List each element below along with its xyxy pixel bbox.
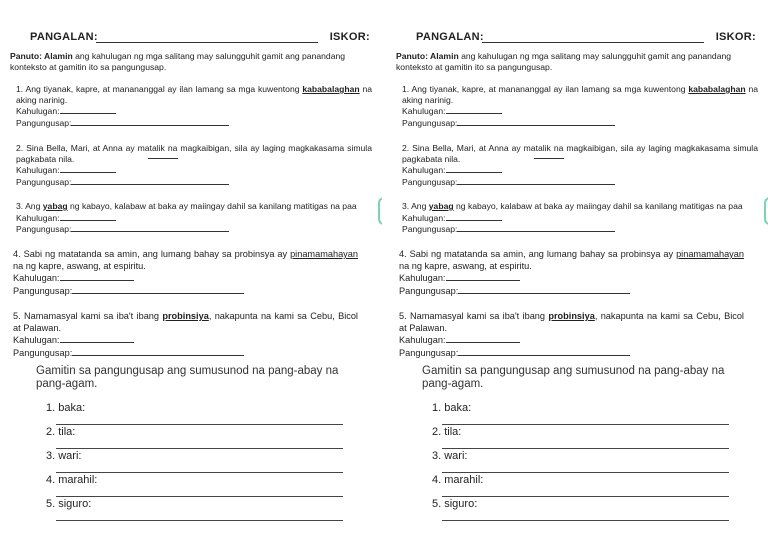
answer-line[interactable] — [442, 496, 729, 497]
word-item: 2. tila: — [46, 426, 346, 450]
kahulugan-line[interactable] — [60, 164, 116, 173]
underline-mark — [534, 158, 564, 159]
target-word: pinamamahayan — [290, 249, 358, 259]
item-4: 4. Sabi ng matatanda sa amin, ang lumang bahay sa probinsya ay pinamamahayan na ng kapre, aswang, at espiritu. Kahulugan: Pangungusap: — [13, 249, 358, 296]
target-word: kababalaghan — [688, 84, 746, 94]
pangungusap-line[interactable] — [458, 347, 630, 356]
word-item: 5. siguro: — [432, 498, 732, 522]
word-item: 5. siguro: — [46, 498, 346, 522]
item-2: 2. Sina Bella, Mari, at Anna ay matalik na magkaibigan, sila ay laging magkakasama simula pagkabata nila. Kahulugan: Pangungusap: — [16, 143, 372, 187]
answer-line[interactable] — [442, 472, 729, 473]
kahulugan-label: Kahulugan: — [399, 273, 446, 284]
target-word: pinamamahayan — [676, 249, 744, 259]
kahulugan-line[interactable] — [446, 272, 520, 281]
item-4: 4. Sabi ng matatanda sa amin, ang lumang bahay sa probinsya ay pinamamahayan na ng kapre, aswang, at espiritu. Kahulugan: Pangungusap: — [399, 249, 744, 296]
score-label: ISKOR: — [715, 31, 756, 43]
kahulugan-line[interactable] — [60, 212, 116, 221]
worksheet-left — [8, 0, 382, 543]
word-item: 3. wari: — [46, 450, 346, 474]
instructions-text: ang kahulugan ng mga salitang may salungguhit gamit ang panandang konteksto at gamitin ito sa pangungusap. — [10, 51, 346, 72]
kahulugan-label: Kahulugan: — [402, 212, 446, 223]
pangungusap-line[interactable] — [457, 117, 615, 126]
instructions — [10, 51, 366, 73]
answer-line[interactable] — [56, 520, 343, 521]
header — [416, 31, 756, 45]
pangungusap-line[interactable] — [72, 347, 244, 356]
tab-marker — [764, 197, 768, 225]
pangungusap-label: Pangungusap: — [13, 347, 73, 358]
name-label: PANGALAN: — [30, 31, 98, 43]
kahulugan-line[interactable] — [446, 105, 502, 114]
pangungusap-label: Pangungusap: — [399, 285, 459, 296]
kahulugan-label: Kahulugan: — [402, 165, 446, 175]
target-word: yabag — [428, 201, 454, 211]
answer-line[interactable] — [442, 520, 729, 521]
kahulugan-label: Kahulugan: — [13, 273, 60, 284]
item-5: 5. Namamasyal kami sa iba't ibang probinsiya, nakapunta na kami sa Cebu, Bicol at Palawan. Kahulugan: Pangungusap: — [13, 311, 358, 358]
worksheet-right — [394, 0, 768, 543]
pangungusap-label: Pangungusap: — [402, 224, 458, 234]
word-item: 2. tila: — [432, 426, 732, 450]
pangungusap-label: Pangungusap: — [16, 224, 72, 234]
answer-line[interactable] — [56, 424, 343, 425]
answer-line[interactable] — [56, 496, 343, 497]
target-word: kababalaghan — [302, 84, 360, 94]
kahulugan-line[interactable] — [446, 212, 502, 221]
pangungusap-line[interactable] — [457, 176, 615, 185]
name-line[interactable] — [96, 42, 318, 43]
target-word: yabag — [42, 201, 68, 211]
kahulugan-line[interactable] — [60, 334, 134, 343]
kahulugan-label: Kahulugan: — [16, 106, 60, 116]
pangungusap-label: Pangungusap: — [399, 347, 459, 358]
item-3: 3. Ang yabag ng kabayo, kalabaw at baka ay maiingay dahil sa kanilang matitigas na paa Kahulugan: Pangungusap: — [16, 201, 357, 234]
pangungusap-line[interactable] — [71, 223, 229, 232]
kahulugan-label: Kahulugan: — [16, 165, 60, 175]
underline-mark — [148, 158, 178, 159]
word-item: 4. marahil: — [46, 474, 346, 498]
answer-line[interactable] — [442, 424, 729, 425]
item-1: 1. Ang tiyanak, kapre, at manananggal ay ilan lamang sa mga kuwentong kababalaghan na aking narinig. Kahulugan: Pangungusap: — [402, 84, 758, 128]
kahulugan-label: Kahulugan: — [13, 335, 60, 346]
pangungusap-line[interactable] — [72, 285, 244, 294]
header — [30, 31, 370, 45]
pangungusap-line[interactable] — [458, 285, 630, 294]
panuto-label: Panuto: Alamin — [10, 51, 73, 61]
item-2: 2. Sina Bella, Mari, at Anna ay matalik na magkaibigan, sila ay laging magkakasama simula pagkabata nila. Kahulugan: Pangungusap: — [402, 143, 758, 187]
kahulugan-line[interactable] — [446, 164, 502, 173]
section2-instruction: Gamitin sa pangungusap ang sumusunod na pang-abay na pang-agam. — [36, 365, 339, 390]
pangungusap-label: Pangungusap: — [402, 117, 458, 128]
score-label: ISKOR: — [329, 31, 370, 43]
pangungusap-label: Pangungusap: — [402, 176, 458, 187]
pangungusap-label: Pangungusap: — [16, 176, 72, 187]
kahulugan-line[interactable] — [60, 272, 134, 281]
answer-line[interactable] — [56, 448, 343, 449]
instructions-text: ang kahulugan ng mga salitang may salungguhit gamit ang panandang konteksto at gamitin ito sa pangungusap. — [396, 51, 732, 72]
target-word: probinsiya — [548, 311, 595, 321]
section2-instruction: Gamitin sa pangungusap ang sumusunod na pang-abay na pang-agam. — [422, 365, 725, 390]
word-item: 1. baka: — [46, 402, 346, 426]
pangungusap-line[interactable] — [71, 176, 229, 185]
kahulugan-line[interactable] — [60, 105, 116, 114]
word-item: 1. baka: — [432, 402, 732, 426]
item-5: 5. Namamasyal kami sa iba't ibang probinsiya, nakapunta na kami sa Cebu, Bicol at Palawan. Kahulugan: Pangungusap: — [399, 311, 744, 358]
tab-marker — [378, 197, 382, 225]
pangungusap-label: Pangungusap: — [16, 117, 72, 128]
name-label: PANGALAN: — [416, 31, 484, 43]
name-line[interactable] — [482, 42, 704, 43]
panuto-label: Panuto: Alamin — [396, 51, 459, 61]
kahulugan-label: Kahulugan: — [16, 212, 60, 223]
item-1: 1. Ang tiyanak, kapre, at manananggal ay ilan lamang sa mga kuwentong kababalaghan na aking narinig. Kahulugan: Pangungusap: — [16, 84, 372, 128]
instructions — [396, 51, 752, 73]
kahulugan-label: Kahulugan: — [399, 335, 446, 346]
kahulugan-label: Kahulugan: — [402, 106, 446, 116]
pangungusap-label: Pangungusap: — [13, 285, 73, 296]
word-item: 4. marahil: — [432, 474, 732, 498]
item-3: 3. Ang yabag ng kabayo, kalabaw at baka ay maiingay dahil sa kanilang matitigas na paa Kahulugan: Pangungusap: — [402, 201, 743, 234]
pangungusap-line[interactable] — [457, 223, 615, 232]
target-word: probinsiya — [162, 311, 209, 321]
word-item: 3. wari: — [432, 450, 732, 474]
pangungusap-line[interactable] — [71, 117, 229, 126]
answer-line[interactable] — [56, 472, 343, 473]
answer-line[interactable] — [442, 448, 729, 449]
kahulugan-line[interactable] — [446, 334, 520, 343]
